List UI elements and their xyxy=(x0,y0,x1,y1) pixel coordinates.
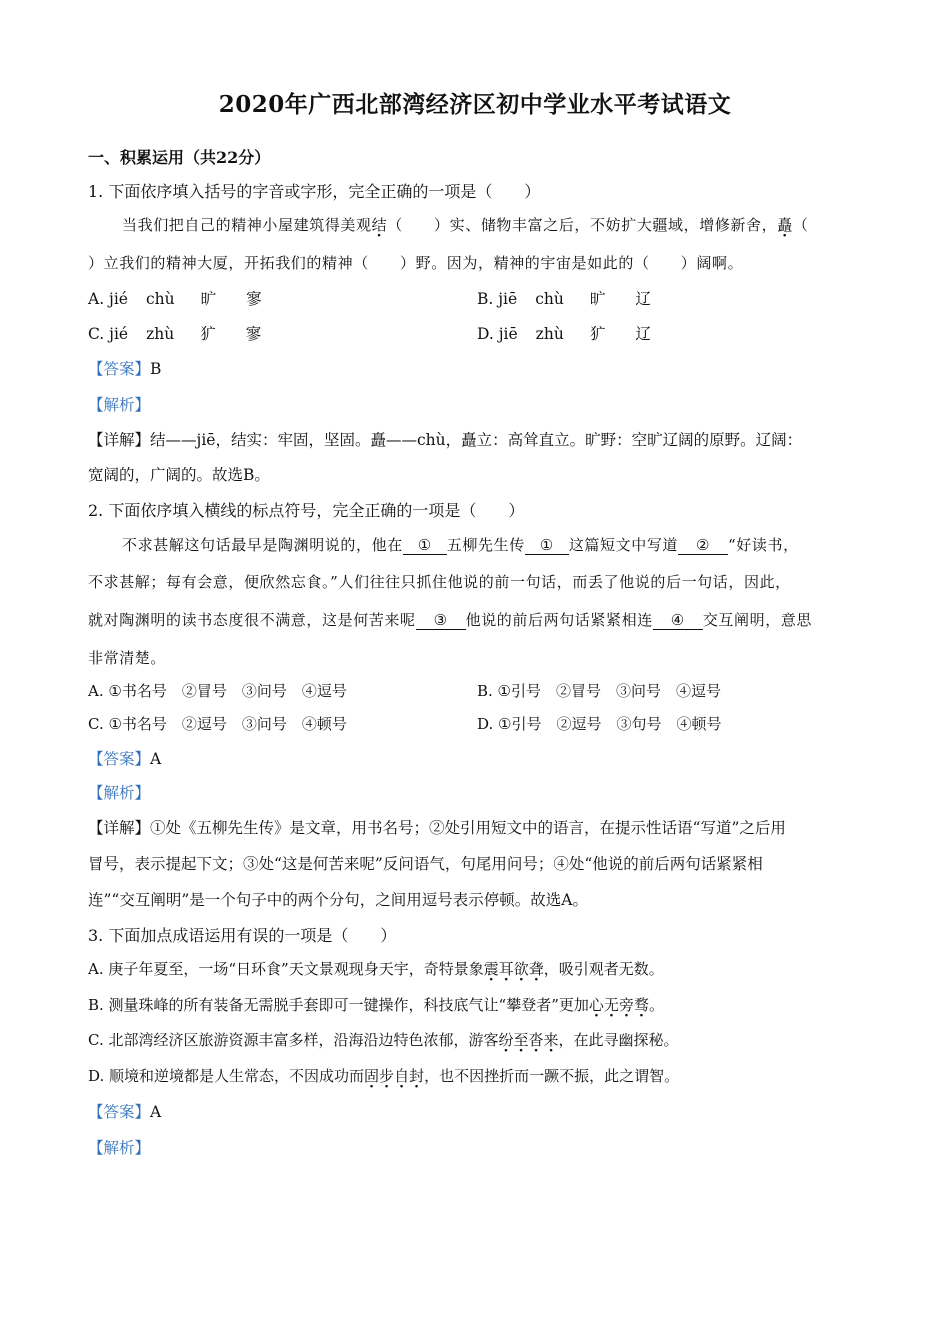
answer-value: B xyxy=(150,360,162,378)
question-3-option-d: D. 顺境和逆境都是人生常态，不因成功而固步自封，也不因挫折而一蹶不振，此之谓智。 xyxy=(88,1067,680,1085)
question-3-option-c: C. 北部湾经济区旅游资源丰富多样，沿海沿边特色浓郁，游客纷至沓来，在此寻幽探秘。 xyxy=(88,1031,679,1049)
section-heading: 一、积累运用（共22分） xyxy=(88,148,271,167)
question-2-passage-line-2: 不求甚解；每有会意，便欣然忘食。”人们往往只抓住他说的前一句话，而丢了他说的后一句话，因此， xyxy=(88,573,791,591)
question-3-answer xyxy=(88,1100,161,1122)
dotted-idiom: 震耳欲聋 xyxy=(483,960,544,978)
question-2-detail-line-1: 【详解】①处《五柳先生传》是文章，用书名号；②处引用短文中的语言，在提示性话语“写道”之后用 xyxy=(88,819,786,837)
question-1-option-a: A. jié chù 旷 寥 xyxy=(88,290,262,308)
question-1-stem: 1. 下面依序填入括号的字音或字形，完全正确的一项是（ ） xyxy=(88,182,541,201)
blank-3: ③ xyxy=(416,612,466,630)
question-2-passage-line-4: 非常清楚。 xyxy=(88,649,167,667)
question-2-option-b: B. ①引号 ②冒号 ③问号 ④逗号 xyxy=(477,682,722,700)
question-1-passage-line-1: 当我们把自己的精神小屋建筑得美观结（ ）实、储物丰富之后，不妨扩大疆域，增修新舍，矗（ xyxy=(122,216,809,234)
question-2-option-c: C. ①书名号 ②逗号 ③问号 ④顿号 xyxy=(88,715,347,733)
dotted-idiom: 纷至沓来 xyxy=(498,1031,559,1049)
blank-2: ② xyxy=(678,537,728,555)
answer-label: 【答案】 xyxy=(88,360,151,378)
answer-label: 【答案】 xyxy=(88,750,151,768)
question-2-stem: 2. 下面依序填入横线的标点符号，完全正确的一项是（ ） xyxy=(88,501,525,520)
detail-label: 【详解】 xyxy=(88,819,151,837)
question-2-detail-line-2: 冒号，表示提起下文；③处“这是何苦来呢”反问语气，句尾用问号；④处“他说的前后两句话紧紧相 xyxy=(88,855,763,873)
question-2-answer xyxy=(88,747,161,769)
question-3-option-b: B. 测量珠峰的所有装备无需脱手套即可一键操作，科技底气让“攀登者”更加心无旁骛。 xyxy=(88,996,664,1014)
question-3-analysis-label: 【解析】 xyxy=(88,1139,151,1157)
question-3-stem: 3. 下面加点成语运用有误的一项是（ ） xyxy=(88,926,397,945)
question-1-analysis-label: 【解析】 xyxy=(88,396,151,414)
question-1-option-b: B. jiē chù 旷 辽 xyxy=(477,290,651,308)
blank-4: ④ xyxy=(653,612,703,630)
question-3-option-a: A. 庚子年夏至，一场“日环食”天文景观现身天宇，奇特景象震耳欲聋，吸引观者无数。 xyxy=(88,960,664,978)
question-2-analysis-label: 【解析】 xyxy=(88,784,151,802)
dotted-char: 结 xyxy=(371,216,388,234)
answer-label: 【答案】 xyxy=(88,1103,151,1121)
question-2-passage-line-1: 不求甚解这句话最早是陶渊明说的，他在 ① 五柳先生传 ① 这篇短文中写道 ② “好读书， xyxy=(122,536,799,554)
question-2-option-a: A. ①书名号 ②冒号 ③问号 ④逗号 xyxy=(88,682,347,700)
dotted-idiom: 心无旁骛 xyxy=(588,996,649,1014)
dotted-char: 矗 xyxy=(777,216,793,234)
detail-label: 【详解】 xyxy=(88,431,151,449)
page-title: 2020年广西北部湾经济区初中学业水平考试语文 xyxy=(218,91,732,118)
question-1-answer xyxy=(88,357,161,379)
answer-value: A xyxy=(150,750,162,768)
question-2-passage-line-3: 就对陶渊明的读书态度很不满意，这是何苦来呢 ③ 他说的前后两句话紧紧相连 ④ 交互阐明，意思 xyxy=(88,611,813,629)
blank-1b: ① xyxy=(525,537,569,555)
blank-1: ① xyxy=(403,537,447,555)
question-1-option-c: C. jié zhù 犷 寥 xyxy=(88,325,262,343)
answer-value: A xyxy=(150,1103,162,1121)
dotted-idiom: 固步自封 xyxy=(364,1067,425,1085)
question-1-detail-line-1: 【详解】结——jiē，结实：牢固，坚固。矗——chù，矗立：高耸直立。旷野：空旷辽阔的原野。辽阔： xyxy=(88,431,803,449)
question-1-option-d: D. jiē zhù 犷 辽 xyxy=(477,325,651,343)
question-2-detail-line-3: 连”“交互阐明”是一个句子中的两个分句，之间用逗号表示停顿。故选A。 xyxy=(88,891,588,909)
question-1-detail-line-2: 宽阔的，广阔的。故选B。 xyxy=(88,466,270,484)
question-2-option-d: D. ①引号 ②逗号 ③句号 ④顿号 xyxy=(477,715,722,733)
question-1-passage-line-2: ）立我们的精神大厦，开拓我们的精神（ ）野。因为，精神的宇宙是如此的（ ）阔啊。 xyxy=(88,254,744,272)
